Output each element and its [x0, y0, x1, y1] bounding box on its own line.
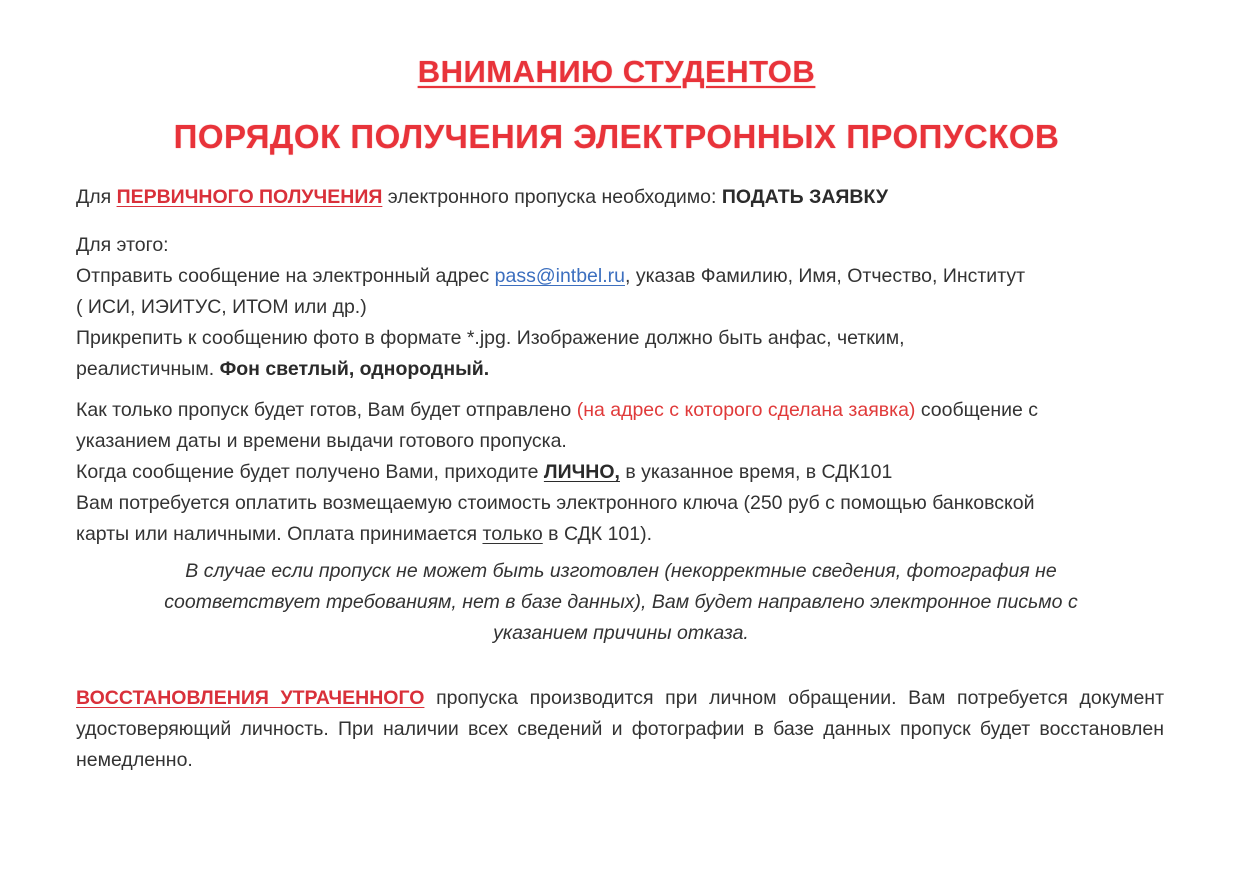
email-link[interactable]: pass@intbel.ru: [494, 265, 625, 287]
restore-highlight: ВОССТАНОВЛЕНИЯ УТРАЧЕННОГО: [76, 687, 425, 709]
notice-heading: ВНИМАНИЮ СТУДЕНТОВ: [417, 54, 816, 89]
photo-background-line: реалистичным. Фон светлый, однородный.: [76, 358, 490, 380]
institutes-line: ( ИСИ, ИЭИТУС, ИТОМ или др.): [76, 296, 367, 318]
intro-paragraph: Для ПЕРВИЧНОГО ПОЛУЧЕНИЯ электронного пропуска необходимо: ПОДАТЬ ЗАЯВКУ: [76, 186, 889, 208]
payment-line-2: карты или наличными. Оплата принимается только в СДК 101).: [76, 523, 653, 545]
restore-paragraph: ВОССТАНОВЛЕНИЯ УТРАЧЕННОГО пропуска производится при личном обращении. Вам потребуется документ удостоверяющий личность. При наличии всех сведений и фотографии в базе данных пропуск будет восстановлен немедленно.: [76, 687, 1165, 771]
only-label: только: [482, 523, 543, 545]
ready-line-2: указанием даты и времени выдачи готового пропуска.: [76, 430, 567, 452]
steps-label: Для этого:: [76, 234, 169, 256]
visit-line: Когда сообщение будет получено Вами, приходите ЛИЧНО, в указанное время, в СДК101: [76, 461, 893, 483]
notice-subheading: ПОРЯДОК ПОЛУЧЕНИЯ ЭЛЕКТРОННЫХ ПРОПУСКОВ: [173, 118, 1060, 155]
background-requirement: Фон светлый, однородный.: [219, 358, 490, 380]
ready-paragraph: [76, 395, 1166, 550]
first-issue-highlight: ПЕРВИЧНОГО ПОЛУЧЕНИЯ: [116, 186, 383, 208]
reply-address-note: (на адрес с которого сделана заявка): [576, 399, 916, 421]
submit-request-label: ПОДАТЬ ЗАЯВКУ: [721, 186, 889, 208]
in-person-label: ЛИЧНО,: [543, 461, 620, 483]
payment-line: Вам потребуется оплатить возмещаемую стоимость электронного ключа (250 руб с помощью банковской: [76, 492, 1035, 514]
refusal-note: В случае если пропуск не может быть изготовлен (некорректные сведения, фотография не соответствует требованиям, нет в базе данных), Вам будет направлено электронное письмо с указанием причины отказа.: [164, 560, 1078, 644]
send-email-line: Отправить сообщение на электронный адрес pass@intbel.ru, указав Фамилию, Имя, Отчество, Институт: [76, 265, 1026, 287]
ready-line: Как только пропуск будет готов, Вам будет отправлено (на адрес с которого сделана заявка) сообщение с: [76, 399, 1039, 421]
photo-line: Прикрепить к сообщению фото в формате *.jpg. Изображение должно быть анфас, четким,: [76, 327, 905, 349]
steps-paragraph: [76, 230, 1166, 385]
